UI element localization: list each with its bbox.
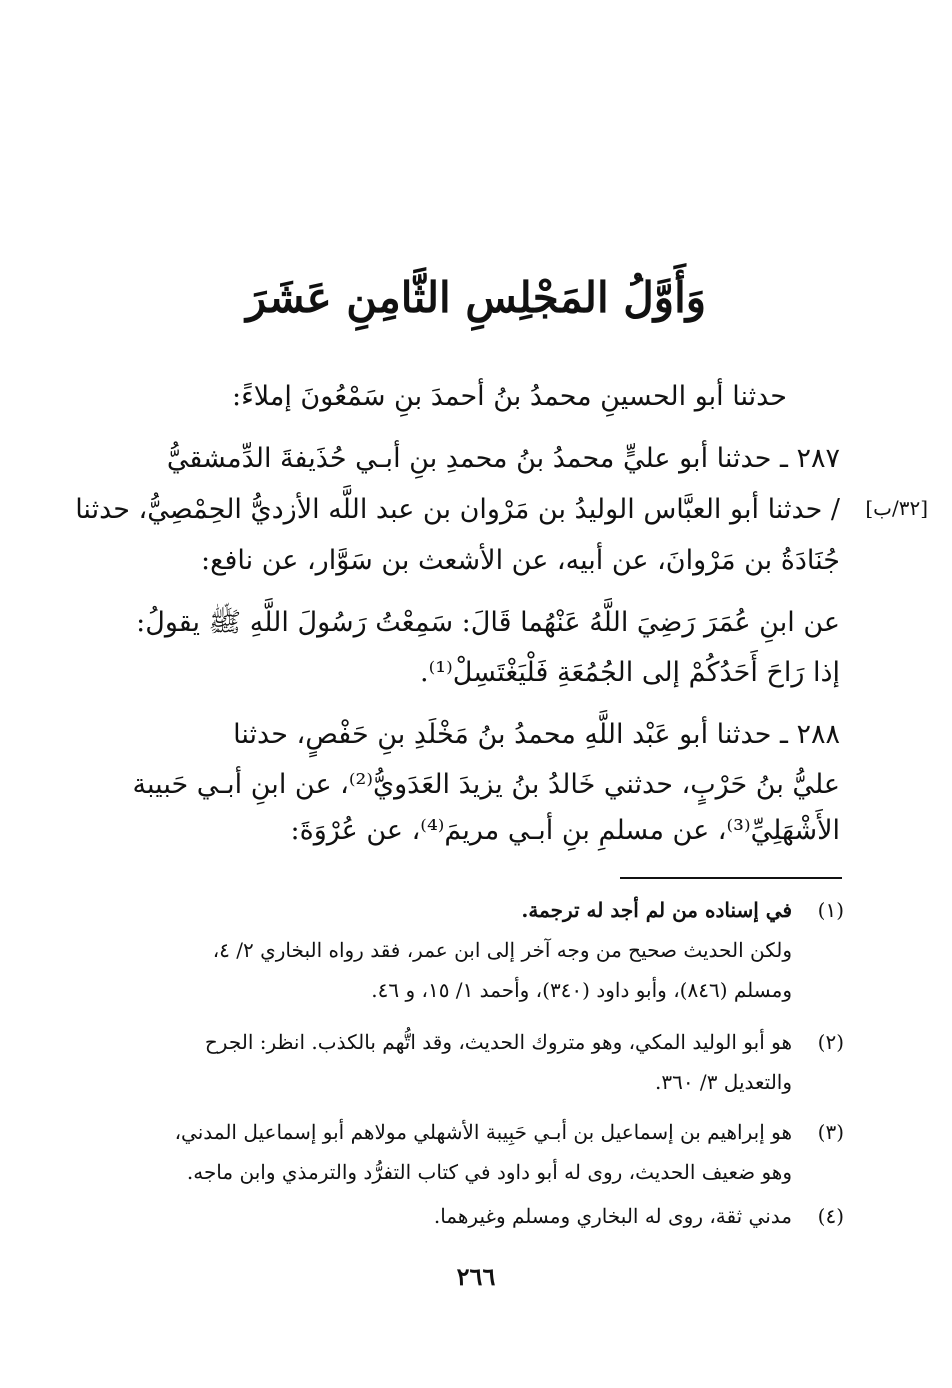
hadith-288-line-3: الأَشْهَلِيِّ⁽³⁾، عن مسلمِ بنِ أبـي مريمَ⁽⁴⁾، عن عُرْوَةَ: — [290, 815, 840, 846]
footnote-line: وهو ضعيف الحديث، روى له أبو داود في كتاب التفرُّد والترمذي وابن ماجه. — [186, 1160, 792, 1184]
hadith-288-line-1: ٢٨٨ ـ حدثنا أبو عَبْد اللَّهِ محمدُ بنُ مَخْلَدِ بنِ حَفْصٍ، حدثنا — [233, 719, 840, 750]
footnote-line: في إسناده من لم أجد له ترجمة. — [521, 898, 792, 922]
footnote-line: هو إبراهيم بن إسماعيل بن أبـي حَبِيبة الأشهلي مولاهم أبو إسماعيل المدني، — [174, 1120, 792, 1144]
footnote-line: ومسلم (٨٤٦)، وأبو داود (٣٤٠)، وأحمد ١/ ١٥، و ٤٦. — [371, 978, 792, 1002]
manuscript-folio-note: [٣٢/ب] — [865, 496, 928, 520]
footnote-line: هو أبو الوليد المكي، وهو متروك الحديث، وقد اتُّهم بالكذب. انظر: الجرح — [204, 1030, 792, 1054]
intro-line: حدثنا أبو الحسينِ محمدُ بنُ أحمدَ بنِ سَمْعُونَ إملاءً: — [231, 381, 787, 412]
footnote-1 — [109, 890, 844, 1010]
footnote-2 — [109, 1022, 844, 1102]
footnote-4 — [109, 1196, 844, 1236]
hadith-287-text-1: عن ابنِ عُمَرَ رَضِيَ اللَّهُ عَنْهُما قَالَ: سَمِعْتُ رَسُولَ اللَّهِ ﷺ يقولُ: — [136, 607, 840, 638]
hadith-287-line-3: جُنَادَةُ بن مَرْوانَ، عن أبيه، عن الأشعث بن سَوَّار، عن نافع: — [201, 545, 840, 576]
footnote-line: ولكن الحديث صحيح من وجه آخر إلى ابن عمر، فقد رواه البخاري ٢/ ٤، — [212, 938, 792, 962]
hadith-287-line-2: / حدثنا أبو العبَّاس الوليدُ بن مَرْوان بن عبد اللَّه الأزديُّ الحِمْصِيُّ، حدثنا — [75, 494, 840, 525]
footnote-number: (٢) — [817, 1030, 844, 1054]
hadith-288-line-2: عليُّ بنُ حَرْبٍ، حدثني خَالدُ بنُ يزيدَ العَدَويُّ⁽²⁾، عن ابنِ أبـي حَبيبة — [132, 769, 840, 800]
page-number: ٢٦٦ — [456, 1262, 496, 1291]
hadith-287-line-1: ٢٨٧ ـ حدثنا أبو عليٍّ محمدُ بنُ محمدِ بنِ أبـي حُذَيفةَ الدِّمشقيُّ — [166, 443, 840, 474]
footnote-number: (١) — [817, 898, 844, 922]
footnote-number: (٣) — [817, 1120, 844, 1144]
footnote-3 — [109, 1112, 844, 1192]
footnote-line: مدني ثقة، روى له البخاري ومسلم وغيرهما. — [433, 1204, 792, 1228]
footnote-separator — [620, 877, 842, 879]
hadith-287-text-2: إذا رَاحَ أَحَدُكُمْ إلى الجُمُعَةِ فَلْيَغْتَسِلْ⁽¹⁾. — [420, 657, 840, 688]
footnote-number: (٤) — [817, 1204, 844, 1228]
chapter-title: وَأَوَّلُ المَجْلِسِ الثَّامِنِ عَشَرَ — [245, 273, 707, 322]
footnote-line: والتعديل ٣/ ٣٦٠. — [654, 1070, 792, 1094]
